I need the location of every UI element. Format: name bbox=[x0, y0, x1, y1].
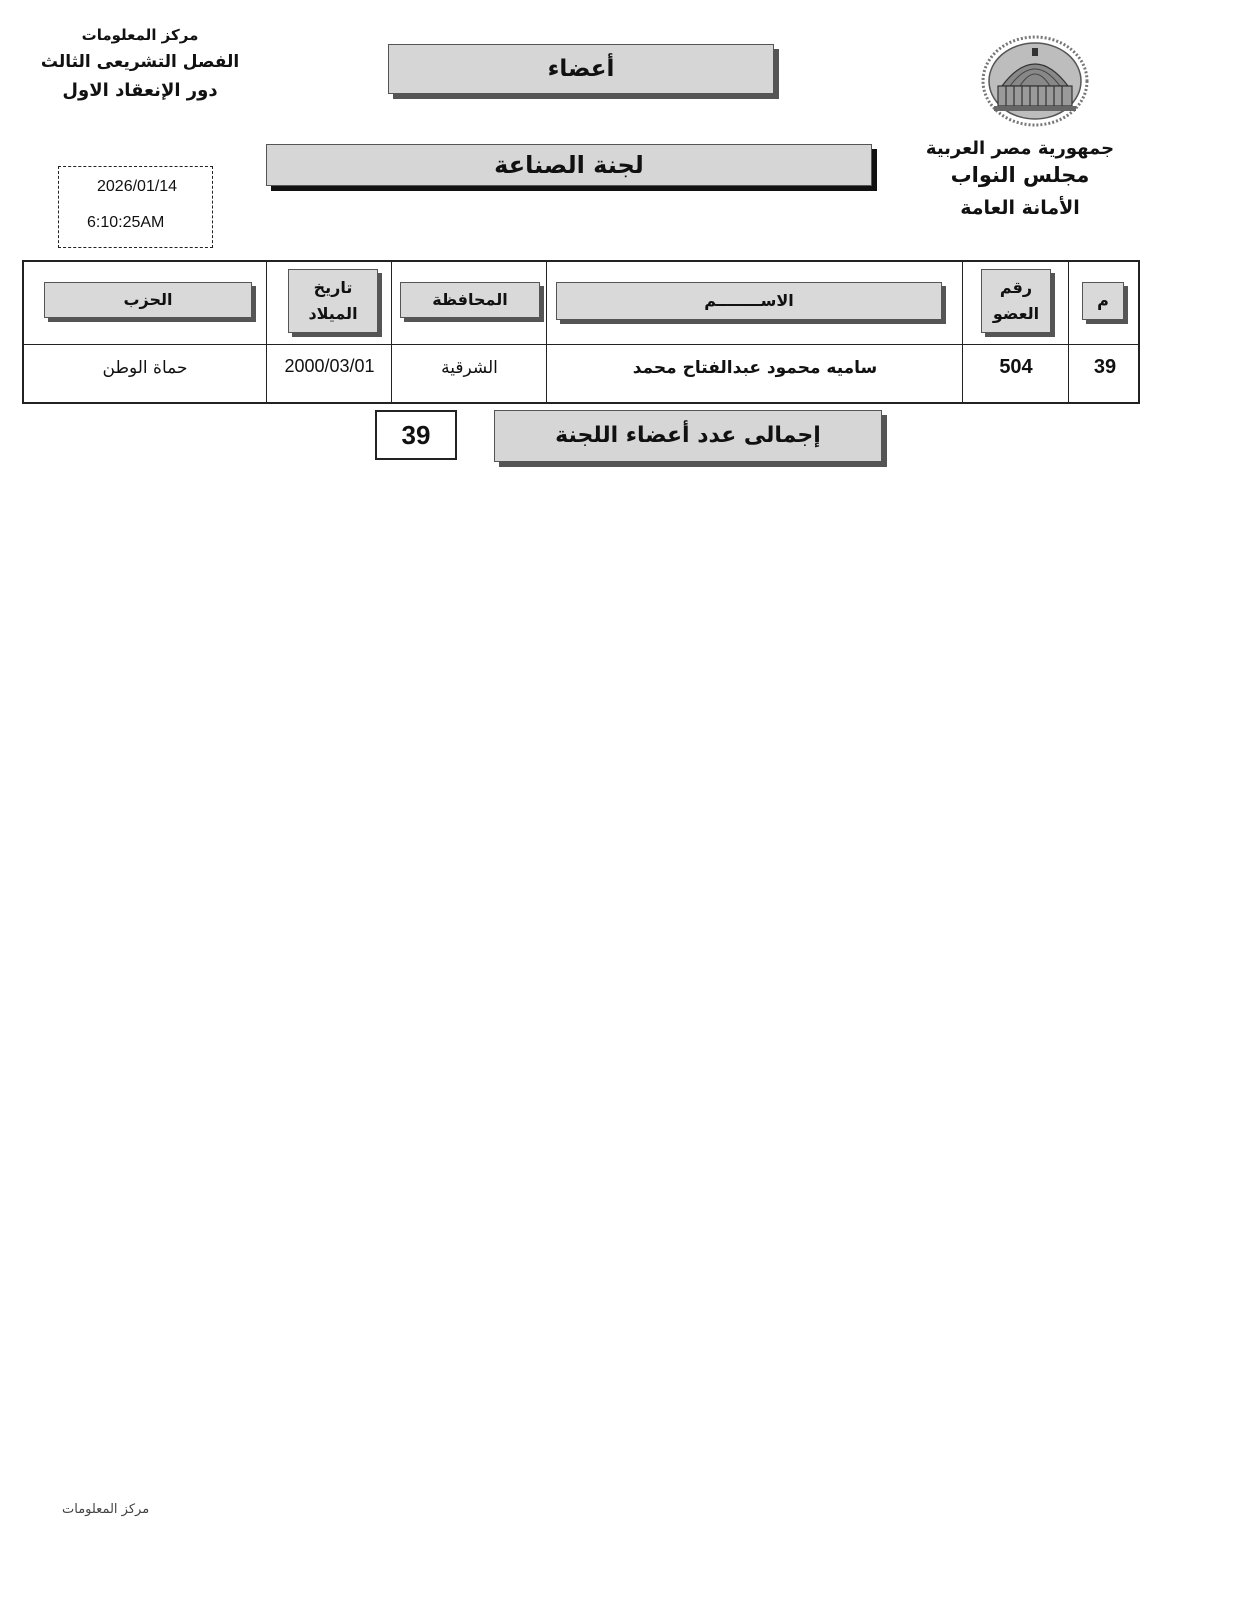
country-label: جمهورية مصر العربية bbox=[925, 138, 1115, 159]
header-index: م bbox=[1082, 282, 1124, 320]
header-birth-date bbox=[288, 269, 378, 333]
parliament-emblem-icon bbox=[980, 34, 1090, 129]
row-governorate: الشرقية bbox=[441, 358, 498, 378]
session-label: دور الإنعقاد الاول bbox=[62, 80, 218, 101]
header-party: الحزب bbox=[44, 282, 252, 318]
print-date: 2026/01/14 bbox=[97, 178, 178, 195]
print-time: 6:10:25AM bbox=[87, 214, 165, 231]
row-birth-date: 2000/03/01 bbox=[284, 356, 375, 376]
committee-title: لجنة الصناعة bbox=[266, 144, 872, 186]
print-timestamp bbox=[58, 166, 213, 248]
header-birth-date-line2: الميلاد bbox=[308, 304, 358, 323]
members-table bbox=[22, 260, 1140, 404]
header-birth-date-line1: تاريخ bbox=[313, 278, 353, 297]
row-party: حماة الوطن bbox=[102, 358, 188, 378]
header-governorate: المحافظة bbox=[400, 282, 540, 318]
row-member-no: 504 bbox=[999, 356, 1033, 378]
total-label: إجمالى عدد أعضاء اللجنة bbox=[494, 410, 882, 462]
row-index: 39 bbox=[1093, 356, 1117, 378]
footer-label: مركز المعلومات bbox=[62, 1502, 150, 1517]
header-member-no-line2: العضو bbox=[992, 304, 1040, 323]
legislative-term-label: الفصل التشريعى الثالث bbox=[40, 52, 240, 72]
total-count: 39 bbox=[375, 410, 457, 460]
header-name: الاســــــــم bbox=[556, 282, 942, 320]
header-member-no-line1: رقم bbox=[999, 278, 1033, 297]
parliament-label: مجلس النواب bbox=[950, 163, 1090, 187]
row-name: ساميه محمود عبدالفتاح محمد bbox=[632, 358, 878, 378]
info-center-label: مركز المعلومات bbox=[81, 26, 199, 44]
page-title: أعضاء bbox=[388, 44, 774, 94]
header-member-no bbox=[981, 269, 1051, 333]
parliament-header bbox=[920, 138, 1120, 219]
info-center-header bbox=[40, 26, 240, 101]
secretariat-label: الأمانة العامة bbox=[960, 197, 1080, 219]
